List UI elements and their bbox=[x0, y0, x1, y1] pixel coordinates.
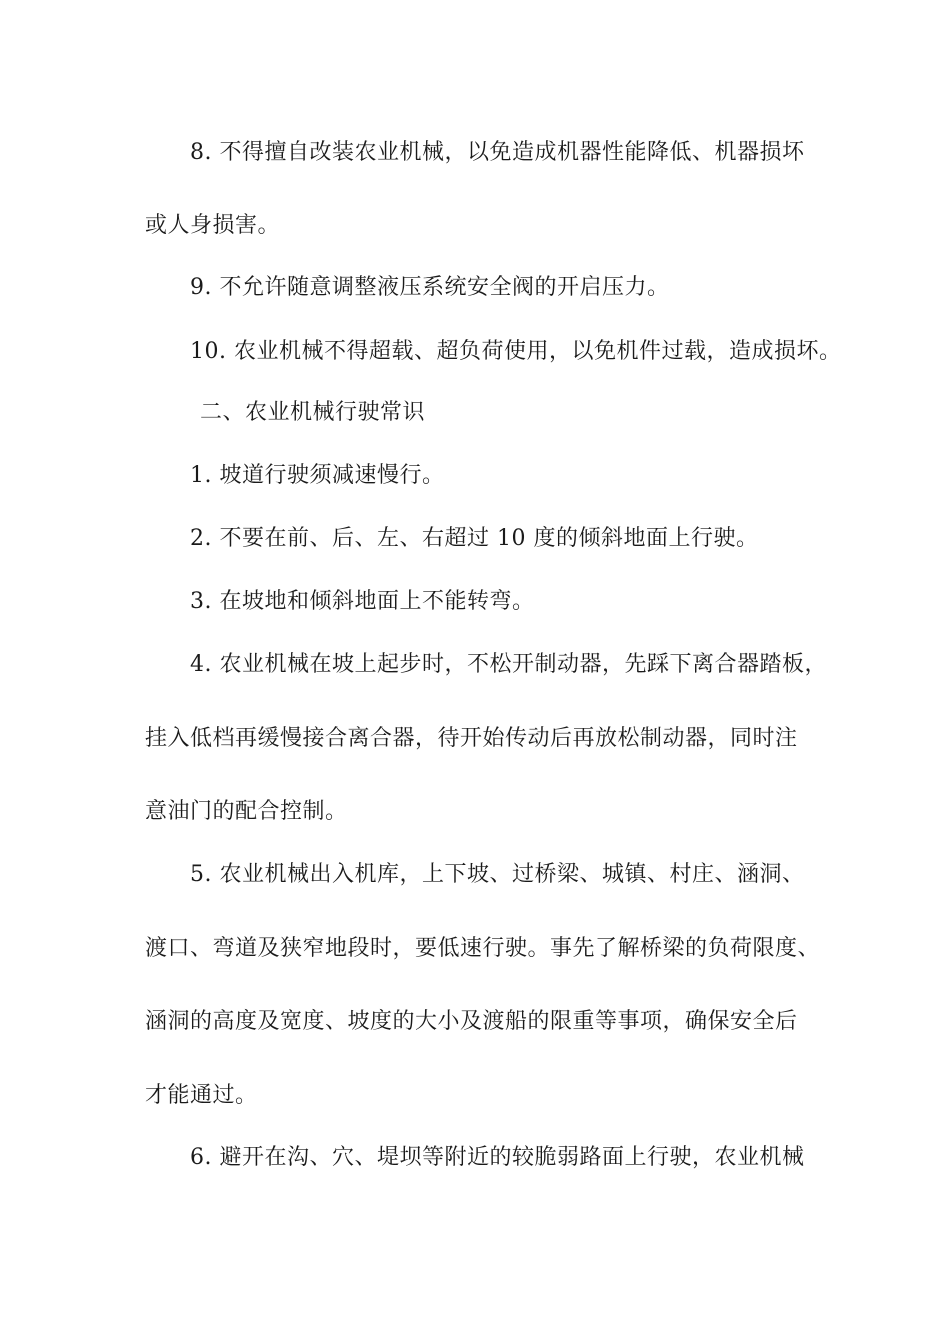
text-line: 6. 避开在沟、穴、堤坝等附近的较脆弱路面上行驶，农业机械 bbox=[190, 1145, 805, 1170]
text-line: 才能通过。 bbox=[145, 1083, 258, 1108]
text-line: 2. 不要在前、后、左、右超过 10 度的倾斜地面上行驶。 bbox=[190, 526, 759, 551]
text-line: 1. 坡道行驶须减速慢行。 bbox=[190, 463, 445, 488]
text-line: 10. 农业机械不得超载、超负荷使用，以免机件过载，造成损坏。 bbox=[190, 339, 842, 364]
text-line: 9. 不允许随意调整液压系统安全阀的开启压力。 bbox=[190, 275, 670, 300]
section-heading: 二、农业机械行驶常识 bbox=[200, 400, 426, 425]
text-line: 或人身损害。 bbox=[145, 213, 281, 238]
text-line: 3. 在坡地和倾斜地面上不能转弯。 bbox=[190, 589, 535, 614]
text-line: 5. 农业机械出入机库，上下坡、过桥梁、城镇、村庄、涵洞、 bbox=[190, 862, 805, 887]
text-line: 挂入低档再缓慢接合离合器，待开始传动后再放松制动器，同时注 bbox=[145, 726, 798, 751]
text-line: 渡口、弯道及狭窄地段时，要低速行驶。事先了解桥梁的负荷限度、 bbox=[145, 936, 821, 961]
text-line: 意油门的配合控制。 bbox=[145, 799, 348, 824]
text-line: 涵洞的高度及宽度、坡度的大小及渡船的限重等事项，确保安全后 bbox=[145, 1009, 798, 1034]
text-line: 4. 农业机械在坡上起步时，不松开制动器，先踩下离合器踏板， bbox=[190, 652, 827, 677]
text-line: 8. 不得擅自改装农业机械，以免造成机器性能降低、机器损坏 bbox=[190, 140, 805, 165]
